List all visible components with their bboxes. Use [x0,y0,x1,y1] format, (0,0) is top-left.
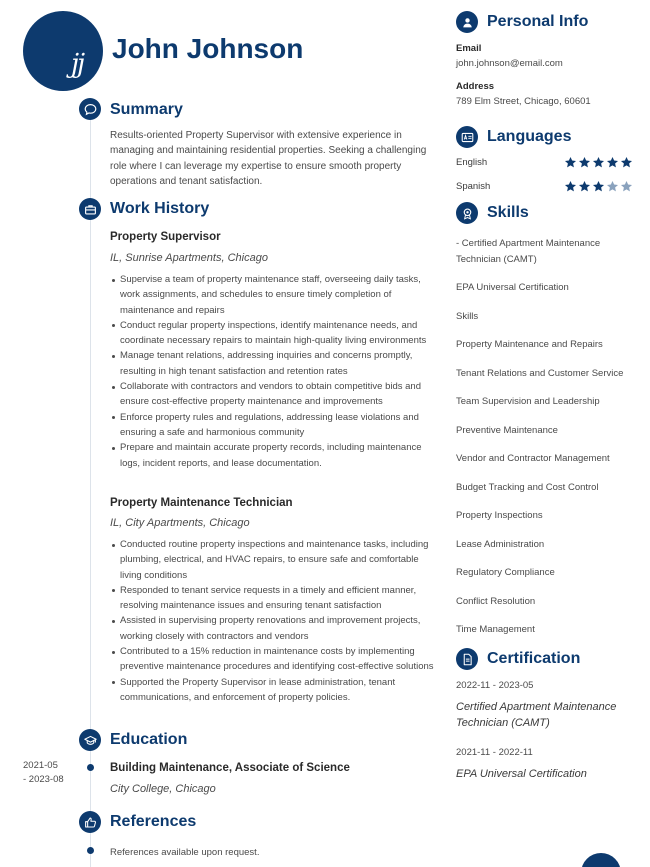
education-degree: Building Maintenance, Associate of Science [110,762,350,774]
list-item: Contributed to a 15% reduction in maintenance costs by implementing preventive maintenance procedures and identifying cost-effective solutions [110,644,440,675]
list-item: Team Supervision and Leadership [456,396,600,407]
list-item: Conduct regular property inspections, identify maintenance needs, and coordinate necessary repairs to maintain high-quality living environments [110,318,440,349]
star-empty-icon [606,180,619,193]
list-item: Manage tenant relations, addressing inquiries and concerns promptly, resulting in high tenant satisfaction and retention rates [110,348,440,379]
briefcase-icon [79,198,101,220]
skills-heading: Skills [487,204,529,221]
star-filled-icon [592,180,605,193]
references-text: References available upon request. [110,847,260,858]
star-filled-icon [578,156,591,169]
graduation-cap-icon [79,729,101,751]
email-value: john.johnson@email.com [456,58,563,69]
list-item: Tenant Relations and Customer Service [456,367,624,379]
monogram: jj [71,49,84,79]
language-name: English [456,157,488,168]
certification-dates: 2021-11 - 2022-11 [456,747,533,758]
job-meta: IL, Sunrise Apartments, Chicago [110,252,268,264]
speech-bubble-icon [79,98,101,120]
job-title: Property Maintenance Technician [110,497,293,509]
job-bullets [110,537,440,705]
address-label: Address [456,81,495,92]
star-filled-icon [564,180,577,193]
certification-heading: Certification [487,650,581,667]
star-filled-icon [620,156,633,169]
star-filled-icon [606,156,619,169]
help-button[interactable] [581,853,621,867]
language-rating [564,180,633,193]
list-item: Conflict Resolution [456,595,536,607]
job-bullets [110,272,440,471]
list-item: Property Inspections [456,510,543,521]
star-filled-icon [592,156,605,169]
star-filled-icon [564,156,577,169]
certification-name: Certified Apartment Maintenance Technician (CAMT) [456,701,617,729]
list-item: Supervise a team of property maintenance staff, overseeing daily tasks, work assignments, and schedules to ensure timely completion of maintenance and repairs [110,272,440,318]
list-item: Regulatory Compliance [456,567,555,578]
education-heading: Education [110,731,188,748]
job-title: Property Supervisor [110,231,221,243]
avatar [23,11,103,91]
timeline-dot [87,764,94,771]
list-item: Preventive Maintenance [456,424,558,436]
certification-dates: 2022-11 - 2023-05 [456,680,534,691]
certification-name: EPA Universal Certification [456,768,587,780]
list-item: EPA Universal Certification [456,282,569,293]
timeline-line [90,110,91,867]
education-school: City College, Chicago [110,783,216,795]
person-icon [456,11,478,33]
list-item: Supported the Property Supervisor in lease administration, tenant communications, and enforcement of property policies. [110,675,440,706]
list-item: Responded to tenant service requests in a timely and efficient manner, resolving maintenance issues and ensuring tenant satisfaction [110,583,440,614]
certificate-document-icon [456,648,478,670]
list-item: Vendor and Contractor Management [456,453,610,464]
language-name: Spanish [456,181,491,192]
list-item: Prepare and maintain accurate property records, including maintenance logs, incident reports, and lease documentation. [110,440,440,471]
list-item: Lease Administration [456,538,545,550]
language-rating [564,156,633,169]
education-date-start: 2021-05 [23,760,58,771]
star-filled-icon [578,180,591,193]
list-item: Skills [456,310,479,322]
list-item: Budget Tracking and Cost Control [456,481,599,493]
list-item: Enforce property rules and regulations, addressing lease violations and ensuring a safe and harmonious community [110,410,440,441]
star-empty-icon [620,180,633,193]
list-item: - Certified Apartment Maintenance Technician (CAMT) [456,238,601,265]
email-label: Email [456,43,482,54]
job-meta: IL, City Apartments, Chicago [110,517,250,529]
list-item: Collaborate with contractors and vendors to obtain competitive bids and ensure cost-effective property maintenance and improvements [110,379,440,410]
education-date-end: - 2023-08 [23,774,64,785]
language-card-icon [456,126,478,148]
list-item: Assisted in supervising property renovations and improvement projects, working closely with contractors and vendors [110,613,440,644]
address-value: 789 Elm Street, Chicago, 60601 [456,96,591,107]
summary-heading: Summary [110,101,183,118]
languages-heading: Languages [487,128,572,145]
work-history-heading: Work History [110,200,210,217]
thumbs-up-icon [79,811,101,833]
list-item: Conducted routine property inspections and maintenance tasks, including plumbing, electrical, and HVAC repairs, to ensure safe and comfortable living conditions [110,537,440,583]
references-heading: References [110,813,197,830]
award-badge-icon [456,202,478,224]
list-item: Property Maintenance and Repairs [456,339,603,350]
skills-list [456,236,641,651]
list-item: Time Management [456,624,535,635]
personal-info-heading: Personal Info [487,13,589,30]
candidate-name: John Johnson [112,33,304,64]
summary-text: Results-oriented Property Supervisor with extensive experience in managing and maintaining residential properties. Seeking a challenging role where I can leverage my expertise to ensure smooth property operations and tenant satisfaction. [110,130,427,188]
timeline-dot [87,847,94,854]
